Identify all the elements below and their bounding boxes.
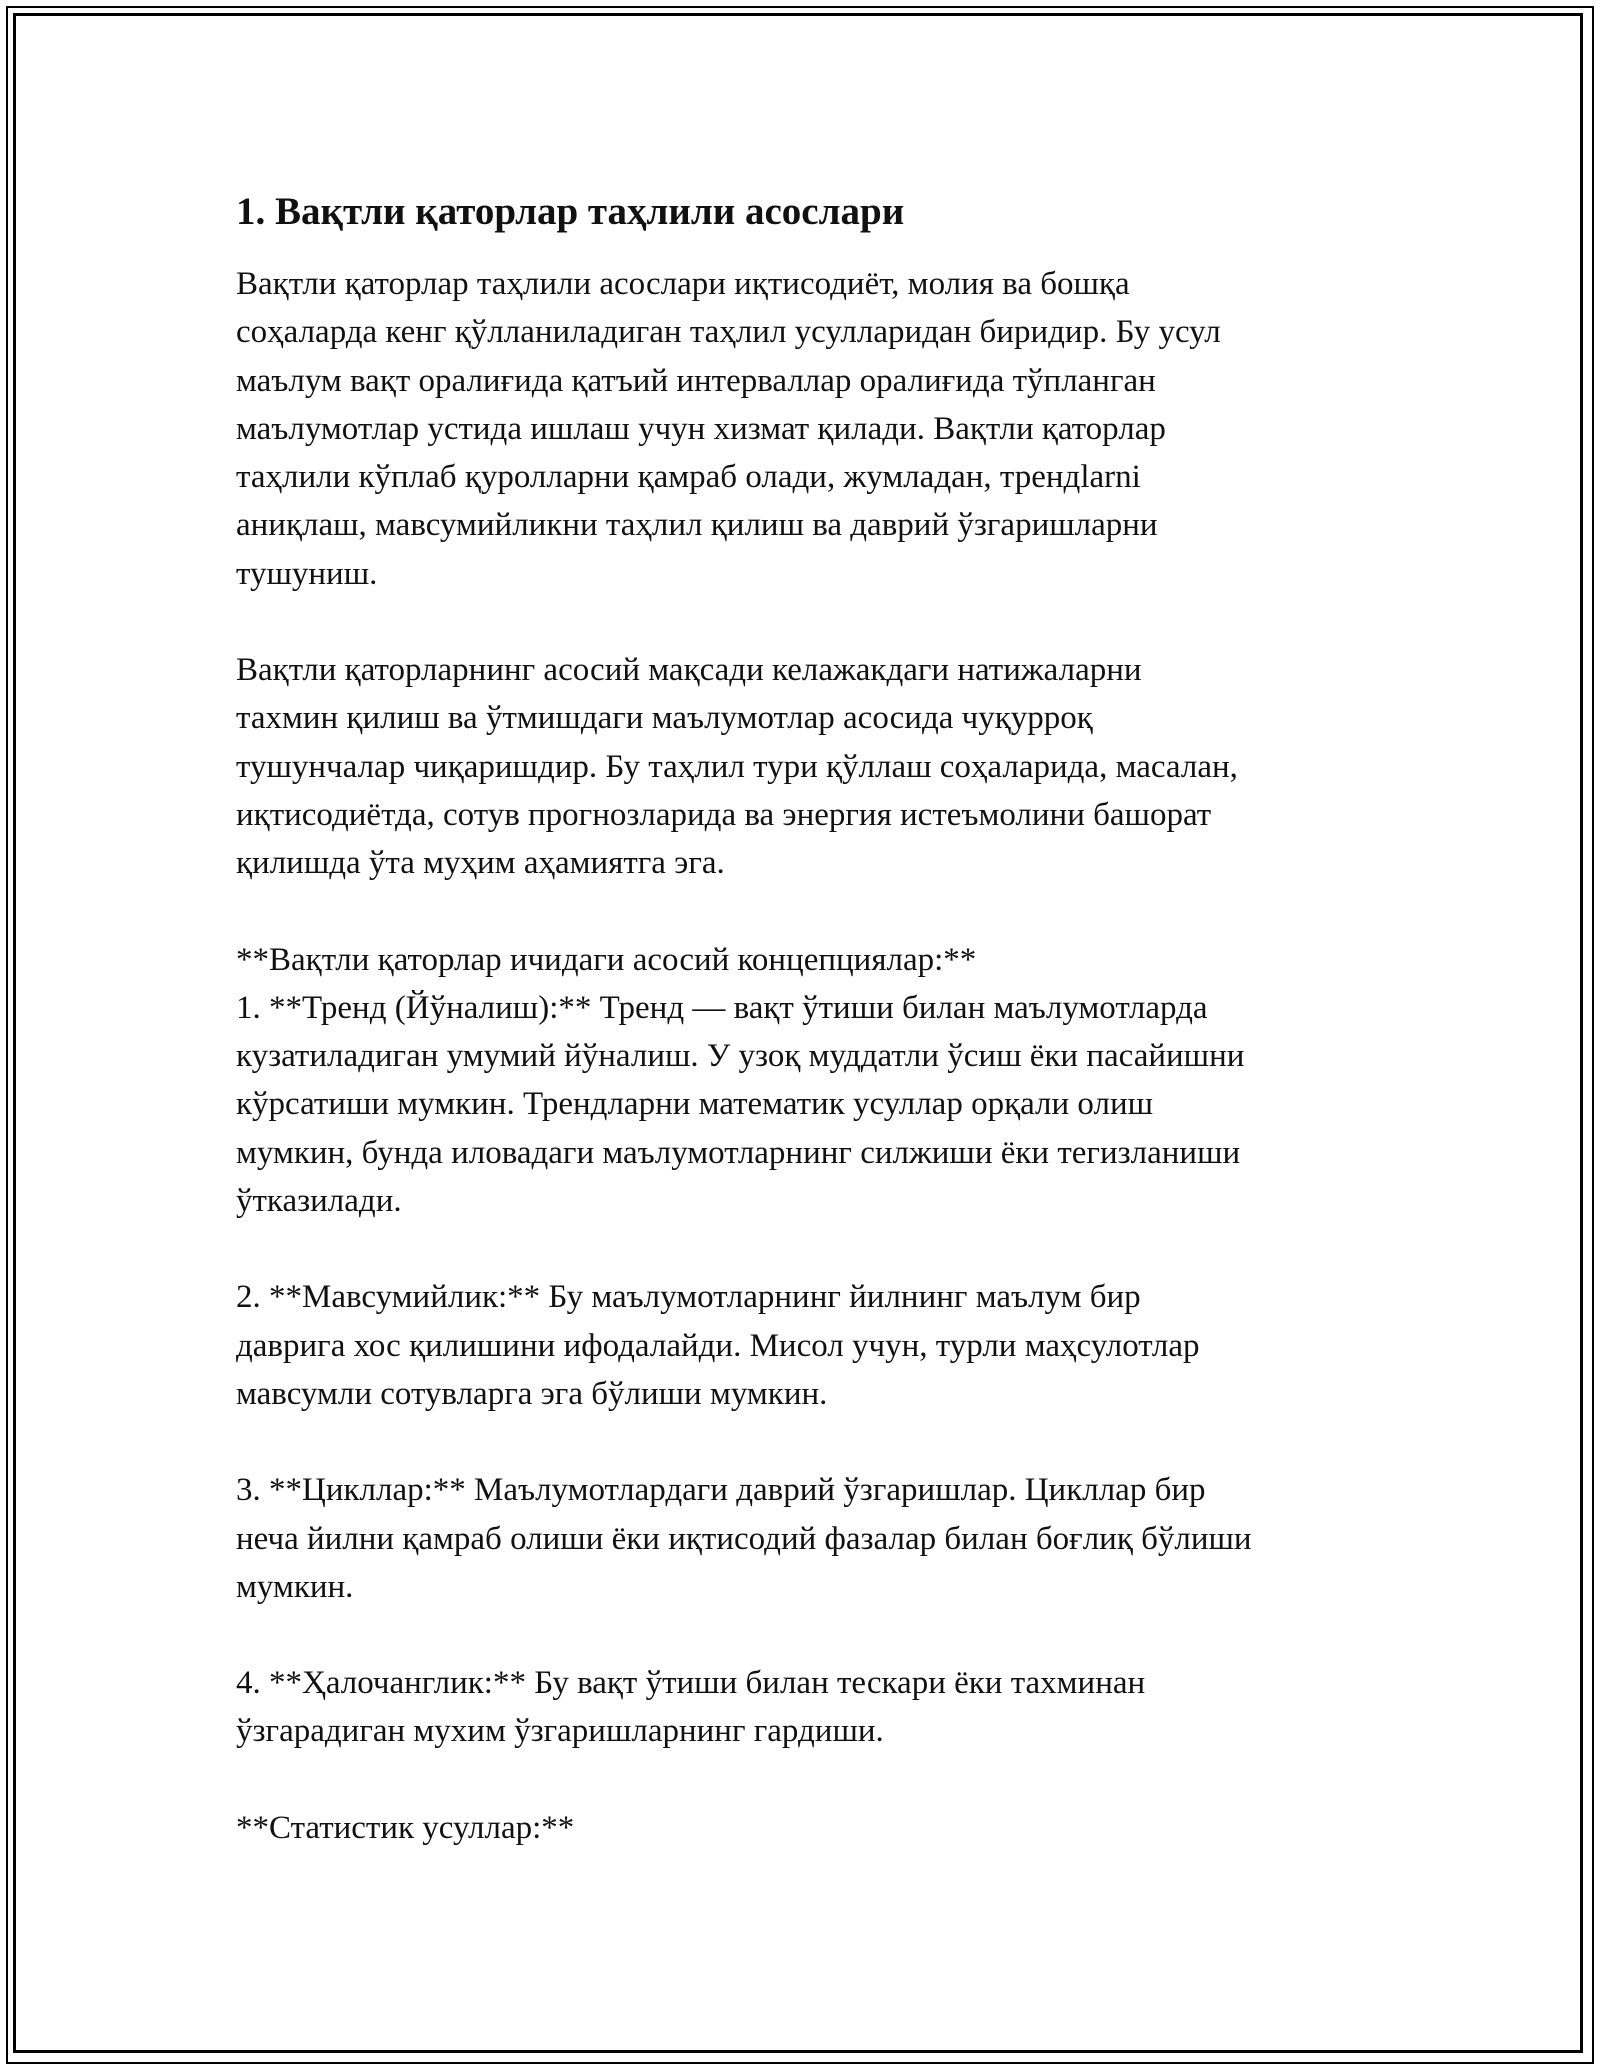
text-line: маълум вақт оралиғида қатъий интерваллар оралиғида тўпланган (236, 362, 1156, 399)
text-line: маълумотлар устида ишлаш учун хизмат қилади. Вақтли қаторлар (236, 410, 1166, 447)
text-line: 1. **Тренд (Йўналиш):** Тренд — вақт ўтиши билан маълумотларда (236, 989, 1208, 1026)
text-line: 4. **Ҳалочанглик:** Бу вақт ўтиши билан тескари ёки тахминан (236, 1665, 1146, 1702)
text-line: мумкин, бунда иловадаги маълумотларнинг силжиши ёки тегизланиши (236, 1134, 1241, 1171)
paragraph-irregularity (236, 1659, 1371, 1756)
text-line: **Вақтли қаторлар ичидаги асосий концепциялар:** (236, 941, 977, 978)
text-line: иқтисодиётда, сотув прогнозларида ва энергия истеъмолини башорат (236, 796, 1212, 833)
text-line: соҳаларда кенг қўлланиладиган таҳлил усулларидан биридир. Бу усул (236, 314, 1221, 351)
text-line: ўзгарадиган мухим ўзгаришларнинг гардиши. (236, 1713, 884, 1750)
paragraph-statistical-methods (236, 1804, 1371, 1852)
text-line: неча йилни қамраб олиши ёки иқтисодий фазалар билан боғлиқ бўлиши (236, 1520, 1252, 1557)
text-line: Вақтли қаторлар таҳлили асослари иқтисодиёт, молия ва бошқа (236, 266, 1130, 302)
text-line: 3. **Цикллар:** Маълумотлардаги даврий ўзгаришлар. Цикллар бир (236, 1472, 1206, 1509)
text-line: кузатиладиган умумий йўналиш. У узоқ муддатли ўсиш ёки пасайишни (236, 1038, 1245, 1075)
paragraph-cycles (236, 1466, 1371, 1611)
text-line: 2. **Мавсумийлик:** Бу маълумотларнинг йилнинг маълум бир (236, 1279, 1141, 1316)
paragraph-concepts-trend (236, 936, 1371, 1226)
paragraph-seasonality (236, 1273, 1371, 1418)
text-line: кўрсатиши мумкин. Трендларни математик усуллар орқали олиш (236, 1086, 1154, 1123)
text-line: аниқлаш, мавсумийликни таҳлил қилиш ва даврий ўзгаришларни (236, 507, 1158, 544)
text-line: қилишда ўта муҳим аҳамиятга эга. (236, 845, 725, 882)
text-line: тахмин қилиш ва ўтмишдаги маълумотлар асосида чуқурроқ (236, 700, 1093, 737)
text-line: таҳлили кўплаб қуролларни қамраб олади, жумладан, трендlarni (236, 459, 1141, 496)
paragraph-intro (236, 260, 1371, 598)
document-title: 1. Вақтли қаторлар таҳлили асослари (236, 190, 905, 233)
text-line: тушуниш. (236, 555, 378, 592)
paragraph-purpose (236, 646, 1371, 887)
text-line: даврига хос қилишини ифодалайди. Мисол учун, турли маҳсулотлар (236, 1327, 1200, 1364)
text-line: мавсумли сотувларга эга бўлиши мумкин. (236, 1375, 828, 1412)
text-line: Вақтли қаторларнинг асосий мақсади келажакдаги натижаларни (236, 652, 1142, 689)
text-line: **Статистик усуллар:** (236, 1809, 575, 1846)
text-line: тушунчалар чиқаришдир. Бу таҳлил тури қўллаш соҳаларида, масалан, (236, 748, 1238, 785)
text-line: мумкин. (236, 1568, 354, 1605)
text-line: ўтказилади. (236, 1183, 402, 1220)
document-body (236, 188, 1371, 1900)
